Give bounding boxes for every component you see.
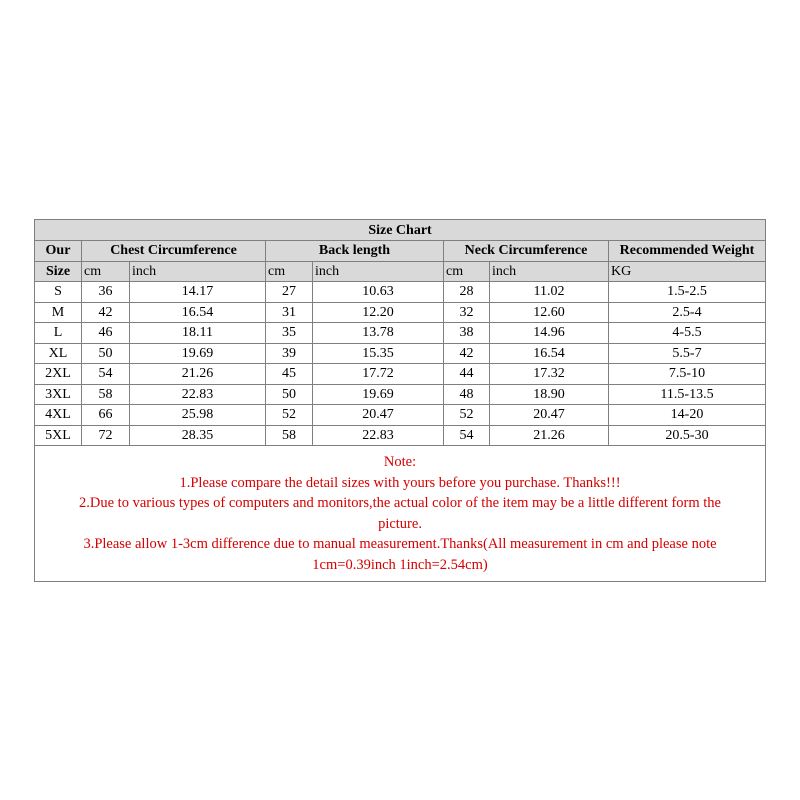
note-line-1: 1.Please compare the detail sizes with yours before you purchase. Thanks!!! — [179, 474, 621, 491]
chest-inch-cell: 19.69 — [130, 343, 266, 364]
neck-unit-cm: cm — [444, 261, 490, 282]
back-cm-cell: 52 — [266, 405, 313, 426]
neck-inch-cell: 16.54 — [490, 343, 609, 364]
chest-inch-cell: 14.17 — [130, 282, 266, 303]
note-title: Note: — [383, 454, 417, 470]
back-cm-cell: 45 — [266, 364, 313, 385]
note-section — [35, 446, 766, 582]
table-row — [35, 425, 766, 446]
weight-cell: 4-5.5 — [609, 323, 766, 344]
size-cell: 2XL — [35, 364, 82, 385]
neck-inch-cell: 18.90 — [490, 384, 609, 405]
back-inch-cell: 19.69 — [313, 384, 444, 405]
recommended-weight-header: Recommended Weight — [609, 241, 766, 262]
size-cell: S — [35, 282, 82, 303]
back-cm-cell: 50 — [266, 384, 313, 405]
weight-cell: 1.5-2.5 — [609, 282, 766, 303]
neck-cm-cell: 54 — [444, 425, 490, 446]
neck-inch-cell: 17.32 — [490, 364, 609, 385]
neck-cm-cell: 48 — [444, 384, 490, 405]
table-row — [35, 405, 766, 426]
chest-cm-cell: 58 — [82, 384, 130, 405]
weight-cell: 5.5-7 — [609, 343, 766, 364]
neck-inch-cell: 12.60 — [490, 302, 609, 323]
size-cell: L — [35, 323, 82, 344]
chest-cm-cell: 46 — [82, 323, 130, 344]
chart-title: Size Chart — [35, 220, 766, 241]
neck-cm-cell: 42 — [444, 343, 490, 364]
chest-cm-cell: 36 — [82, 282, 130, 303]
neck-inch-cell: 14.96 — [490, 323, 609, 344]
chest-cm-cell: 54 — [82, 364, 130, 385]
back-cm-cell: 31 — [266, 302, 313, 323]
back-unit-inch: inch — [313, 261, 444, 282]
table-row — [35, 343, 766, 364]
chest-cm-cell: 66 — [82, 405, 130, 426]
back-inch-cell: 22.83 — [313, 425, 444, 446]
neck-unit-inch: inch — [490, 261, 609, 282]
neck-inch-cell: 11.02 — [490, 282, 609, 303]
chest-inch-cell: 21.26 — [130, 364, 266, 385]
chest-inch-cell: 16.54 — [130, 302, 266, 323]
chest-cm-cell: 72 — [82, 425, 130, 446]
size-cell: 5XL — [35, 425, 82, 446]
neck-cm-cell: 28 — [444, 282, 490, 303]
chest-cm-cell: 50 — [82, 343, 130, 364]
size-header-line2: Size — [35, 261, 82, 282]
note-line-3: 3.Please allow 1-3cm difference due to manual measurement.Thanks(All measurement in cm and please note 1cm=0.39inch 1inch=2.54cm) — [83, 536, 717, 573]
back-inch-cell: 13.78 — [313, 323, 444, 344]
size-header-line1: Our — [35, 241, 82, 262]
back-inch-cell: 10.63 — [313, 282, 444, 303]
neck-cm-cell: 44 — [444, 364, 490, 385]
table-row — [35, 384, 766, 405]
back-cm-cell: 27 — [266, 282, 313, 303]
neck-inch-cell: 20.47 — [490, 405, 609, 426]
weight-cell: 2.5-4 — [609, 302, 766, 323]
table-row — [35, 323, 766, 344]
table-row — [35, 282, 766, 303]
back-cm-cell: 35 — [266, 323, 313, 344]
back-inch-cell: 15.35 — [313, 343, 444, 364]
back-length-header: Back length — [266, 241, 444, 262]
weight-unit-kg: KG — [609, 261, 766, 282]
size-cell: XL — [35, 343, 82, 364]
weight-cell: 11.5-13.5 — [609, 384, 766, 405]
neck-inch-cell: 21.26 — [490, 425, 609, 446]
weight-cell: 20.5-30 — [609, 425, 766, 446]
chest-inch-cell: 22.83 — [130, 384, 266, 405]
back-inch-cell: 20.47 — [313, 405, 444, 426]
chest-inch-cell: 18.11 — [130, 323, 266, 344]
back-inch-cell: 17.72 — [313, 364, 444, 385]
chest-cm-cell: 42 — [82, 302, 130, 323]
note-line-2: 2.Due to various types of computers and monitors,the actual color of the item may be a little different form the picture. — [79, 495, 721, 532]
chest-unit-cm: cm — [82, 261, 130, 282]
table-row — [35, 302, 766, 323]
chest-inch-cell: 28.35 — [130, 425, 266, 446]
back-cm-cell: 39 — [266, 343, 313, 364]
back-unit-cm: cm — [266, 261, 313, 282]
table-row — [35, 364, 766, 385]
chest-circumference-header: Chest Circumference — [82, 241, 266, 262]
neck-cm-cell: 38 — [444, 323, 490, 344]
size-cell: 3XL — [35, 384, 82, 405]
neck-cm-cell: 52 — [444, 405, 490, 426]
neck-cm-cell: 32 — [444, 302, 490, 323]
chest-unit-inch: inch — [130, 261, 266, 282]
size-chart-table — [34, 219, 766, 582]
back-inch-cell: 12.20 — [313, 302, 444, 323]
size-cell: M — [35, 302, 82, 323]
weight-cell: 7.5-10 — [609, 364, 766, 385]
back-cm-cell: 58 — [266, 425, 313, 446]
weight-cell: 14-20 — [609, 405, 766, 426]
size-cell: 4XL — [35, 405, 82, 426]
neck-circumference-header: Neck Circumference — [444, 241, 609, 262]
chest-inch-cell: 25.98 — [130, 405, 266, 426]
